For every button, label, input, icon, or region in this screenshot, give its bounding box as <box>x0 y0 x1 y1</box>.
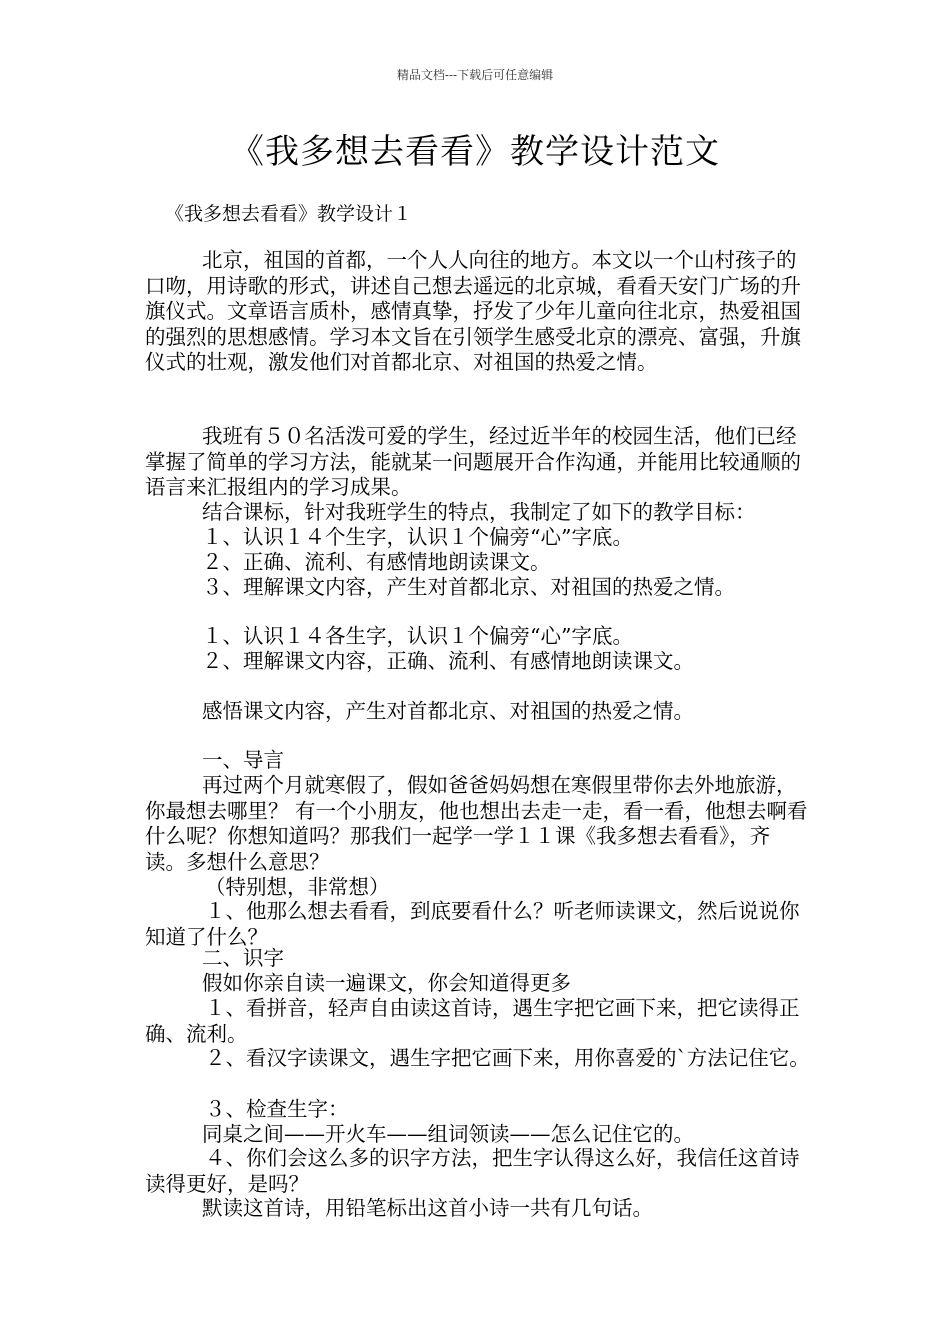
difficulty-text: 感悟课文内容，产生对首都北京、对祖国的热爱之情。 <box>202 699 694 723</box>
paragraph-intro: 北京，祖国的首都，一个人人向往的地方。本文以一个山村孩子的口吻，用诗歌的形式，讲述自己想去遥远的北京城，看看天安门广场的升旗仪式。文章语言质朴，感情真挚，抒发了少年儿童向往北京，热爱祖国的强烈的思想感情。学习本文旨在引领学生感受北京的漂亮、富强，升旗仪式的壮观，激发他们对首都北京、对祖国的热爱之情。 <box>145 248 801 374</box>
section-heading: 二、识字 <box>202 946 284 970</box>
paragraph-note: （特别想，非常想） <box>205 875 390 899</box>
document-title: 《我多想去看看》教学设计范文 <box>230 132 720 172</box>
key-point-item: １、认识１４各生字，认识１个偏旁“心”字底。 <box>202 624 633 648</box>
document-subtitle: 《我多想去看看》教学设计１ <box>165 203 413 225</box>
goal-item: ３、理解课文内容，产生对首都北京、对祖国的热爱之情。 <box>202 575 735 599</box>
goal-item: １、认识１４个生字，认识１个偏旁“心”字底。 <box>202 525 633 549</box>
paragraph-step: ４、你们会这么多的识字方法，把生字认得这么好，我信任这首诗读得更好，是吗？ <box>145 1146 800 1196</box>
section-heading: 一、导言 <box>202 748 284 772</box>
paragraph-step: 同桌之间——开火车——组词领读——怎么记住它的。 <box>202 1122 694 1146</box>
page-header: 精品文档---下载后可任意编辑 <box>396 68 554 82</box>
paragraph-step: １、他那么想去看看，到底要看什么？听老师读课文，然后说说你知道了什么？ <box>145 899 800 949</box>
paragraph-step: 默读这首诗，用铅笔标出这首小诗一共有几句话。 <box>202 1196 653 1220</box>
key-point-item: ２、理解课文内容，正确、流利、有感情地朗读课文。 <box>202 649 694 673</box>
paragraph-step: ２、看汉字读课文，遇生字把它画下来，用你喜爱的`方法记住它。 <box>205 1046 810 1070</box>
paragraph-step: 假如你亲自读一遍课文，你会知道得更多 <box>202 971 571 995</box>
paragraph-lead-in: 再过两个月就寒假了，假如爸爸妈妈想在寒假里带你去外地旅游，你最想去哪里？ 有一个小朋友，他也想出去走一走，看一看，他想去啊看什么呢？你想知道吗？那我们一起学一学１１课《我多想去看看》，齐读。多想什么意思？ <box>145 773 808 874</box>
paragraph-goals-intro: 结合课标，针对我班学生的特点，我制定了如下的教学目标： <box>202 500 756 524</box>
paragraph-step: ３、检查生字： <box>205 1097 349 1121</box>
goal-item: ２、正确、流利、有感情地朗读课文。 <box>202 550 551 574</box>
paragraph-students: 我班有５０名活泼可爱的学生，经过近半年的校园生活，他们已经掌握了简单的学习方法，能就某一问题展开合作沟通，并能用比较通顺的语言来汇报组内的学习成果。 <box>145 424 801 499</box>
paragraph-step: １、看拼音，轻声自由读这首诗，遇生字把它画下来，把它读得正确、流利。 <box>145 996 800 1046</box>
